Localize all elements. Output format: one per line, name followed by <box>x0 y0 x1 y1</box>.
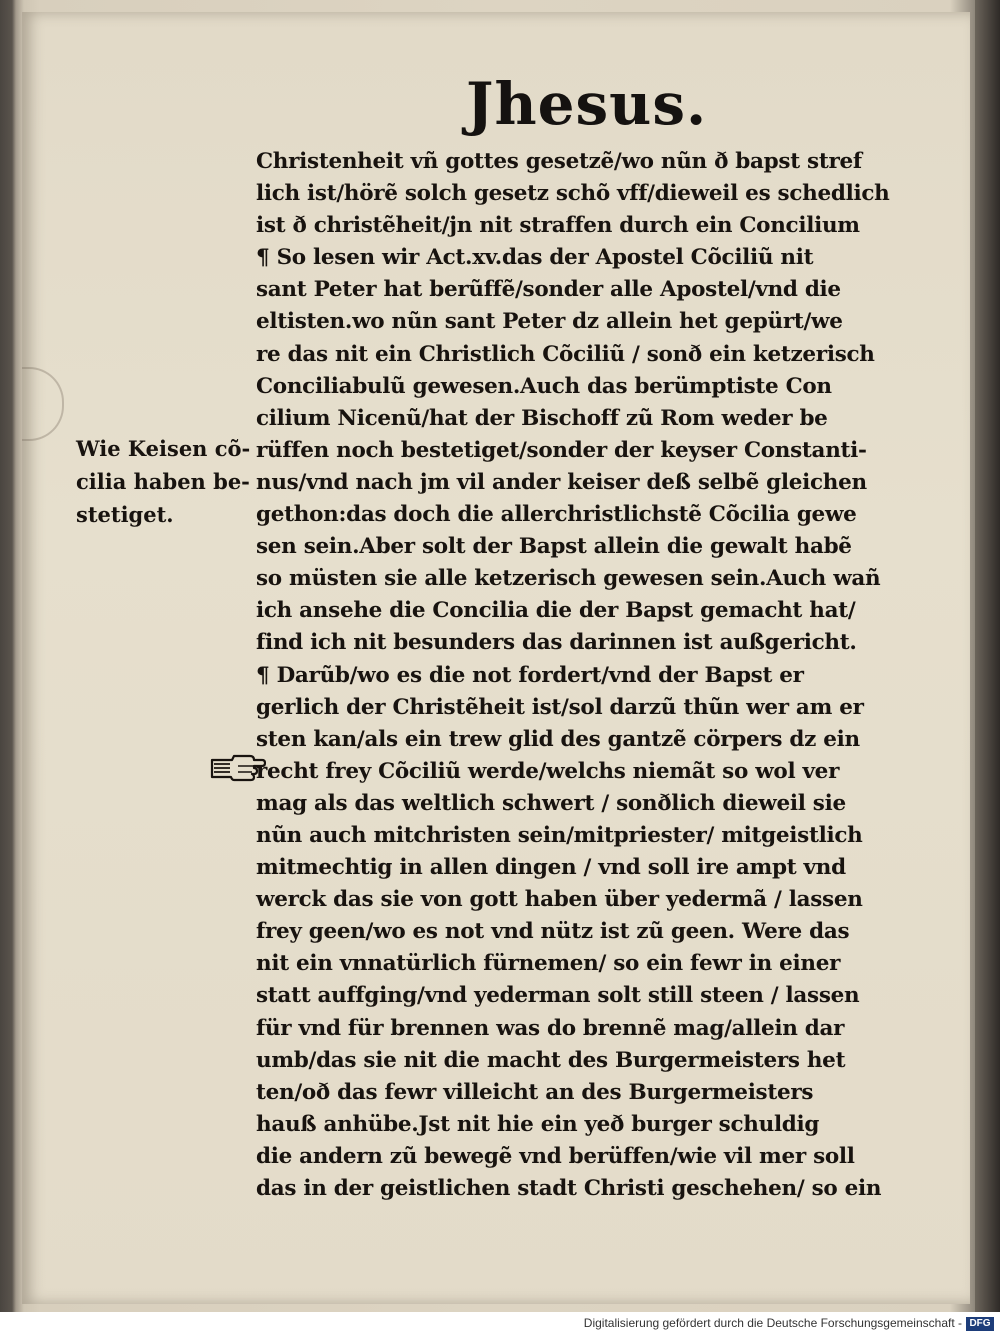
text-line: mag als das weltlich schwert / sonðlich dieweil sie <box>256 790 846 816</box>
margin-note-line: cilia haben be- <box>76 469 250 494</box>
text-line: frey geen/wo es not vnd nütz ist zũ geen. Were das <box>256 919 850 945</box>
text-line: ist ð christẽheit/jn nit straffen durch ein Concilium <box>256 213 860 239</box>
next-page-edge <box>975 0 1000 1312</box>
margin-note <box>76 432 266 531</box>
text-line: die andern zũ bewegẽ vnd berüffen/wie vil mer soll <box>256 1143 855 1169</box>
text-line: ¶ So lesen wir Act.xv.das der Apostel Cõciliũ nit <box>256 245 814 271</box>
text-line: sen sein.Aber solt der Bapst allein die gewalt habẽ <box>256 534 852 560</box>
pointing-hand-icon <box>210 752 266 782</box>
text-line: Christenheit vñ gottes gesetzẽ/wo nũn ð bapst stref <box>256 149 862 174</box>
text-line: find ich nit besunders das darinnen ist außgericht. <box>256 630 857 656</box>
text-line: gerlich der Christẽheit ist/sol darzũ thũn wer am er <box>256 694 864 720</box>
text-line: statt auffging/vnd yederman solt still steen / lassen <box>256 983 860 1009</box>
text-line: werck das sie von gott haben über yedermã / lassen <box>256 887 863 913</box>
text-line: ¶ Darũb/wo es die not fordert/vnd der Bapst er <box>256 662 804 688</box>
text-line: recht frey Cõciliũ werde/welchs niemãt so wol ver <box>256 758 840 784</box>
text-line: für vnd für brennen was do brennẽ mag/allein dar <box>256 1015 845 1041</box>
text-line: umb/das sie nit die macht des Burgermeisters het <box>256 1047 846 1073</box>
text-line: nũn auch mitchristen sein/mitpriester/ mitgeistlich <box>256 822 863 848</box>
text-line: das in der geistlichen stadt Christi geschehen/ so ein <box>256 1176 882 1201</box>
text-line: re das nit ein Christlich Cõciliũ / sonð ein ketzerisch <box>256 341 875 367</box>
text-line: rüffen noch bestetiget/sonder der keyser Constanti- <box>256 437 867 463</box>
page-heading: Jhesus. <box>466 70 708 138</box>
footer-bar <box>0 1312 1000 1337</box>
text-line: mitmechtig in allen dingen / vnd soll ire ampt vnd <box>256 855 846 881</box>
margin-note-line: Wie Keisen cõ- <box>76 436 251 461</box>
text-line: gethon:das doch die allerchristlichstẽ Cõcilia gewe <box>256 502 857 528</box>
text-line: Conciliabulũ gewesen.Auch das berümptiste Con <box>256 373 832 399</box>
text-line: ich ansehe die Concilia die der Bapst gemacht hat/ <box>256 598 856 624</box>
text-line: sant Peter hat berũffẽ/sonder alle Apostel/vnd die <box>256 277 841 303</box>
margin-note-line: stetiget. <box>76 502 174 527</box>
text-line: sten kan/als ein trew glid des gantzẽ cörpers dz ein <box>256 726 860 752</box>
dfg-logo: DFG <box>966 1317 994 1331</box>
text-line: nit ein vnnatürlich fürnemen/ so ein fewr in einer <box>256 951 841 977</box>
footer-credit: Digitalisierung gefördert durch die Deutsche Forschungsgemeinschaft - <box>583 1316 962 1330</box>
text-line: so müsten sie alle ketzerisch gewesen sein.Auch wañ <box>256 566 881 592</box>
text-line: eltisten.wo nũn sant Peter dz allein het gepürt/we <box>256 309 843 335</box>
text-line: hauß anhübe.Jst nit hie ein yeð burger schuldig <box>256 1111 820 1137</box>
text-line: nus/vnd nach jm vil ander keiser deß selbẽ gleichen <box>256 469 867 495</box>
page-clip-shadow <box>22 367 64 441</box>
main-text-block <box>256 146 910 1205</box>
text-line: ten/oð das fewr villeicht an des Burgermeisters <box>256 1079 814 1105</box>
text-line: cilium Nicenũ/hat der Bischoff zũ Rom weder be <box>256 405 828 431</box>
text-line: lich ist/hörẽ solch gesetz schõ vff/dieweil es schedlich <box>256 181 890 207</box>
